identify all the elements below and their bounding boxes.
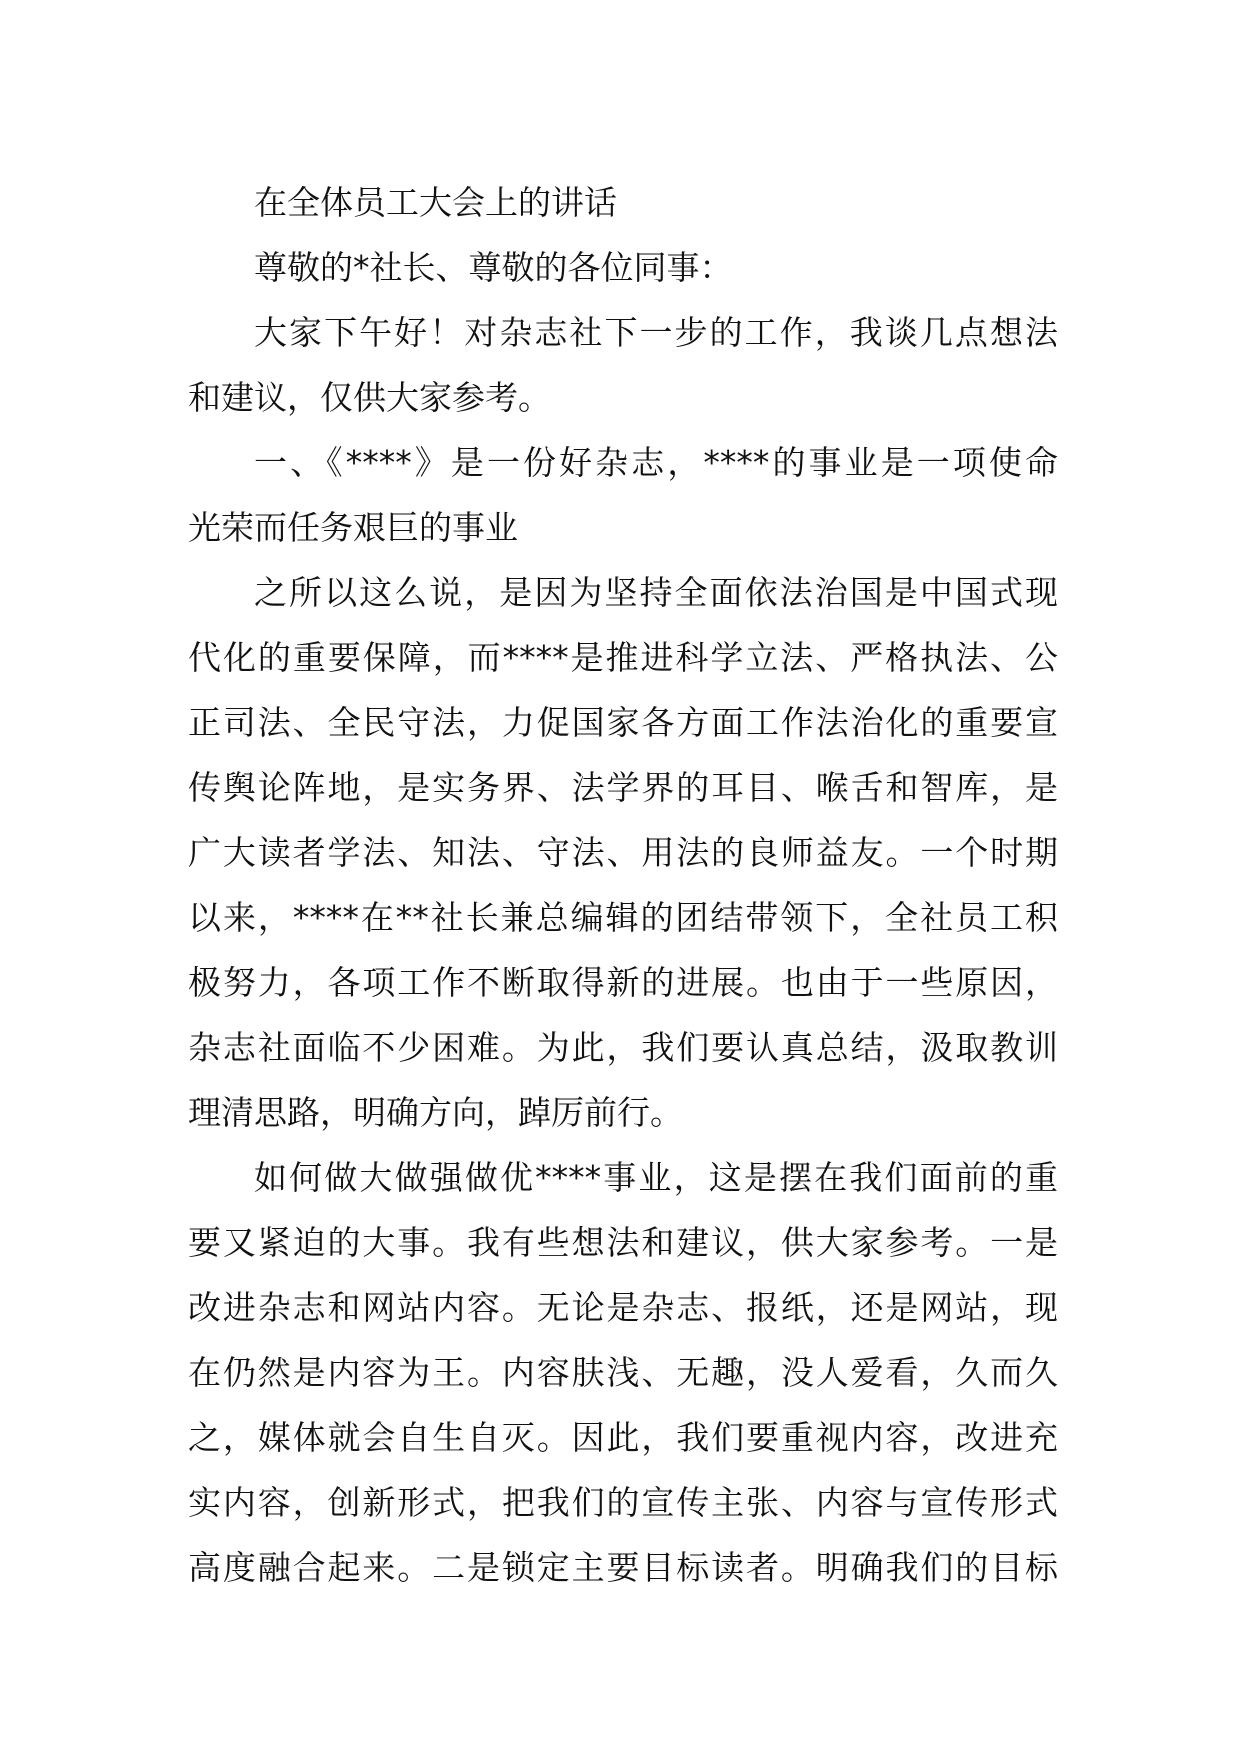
section-heading-line: 光荣而任务艰巨的事业: [188, 508, 518, 547]
paragraph-line: 传舆论阵地，是实务界、法学界的耳目、喉舌和智库，是: [188, 768, 1058, 807]
paragraph-line: 极努力，各项工作不断取得新的进展。也由于一些原因，: [188, 963, 1058, 1002]
paragraph-line: 杂志社面临不少困难。为此，我们要认真总结，汲取教训: [188, 1028, 1058, 1067]
paragraph-line: 之，媒体就会自生自灭。因此，我们要重视内容，改进充: [188, 1418, 1058, 1457]
document-page: [188, 170, 1058, 1600]
paragraph-line: 以来，****在**社长兼总编辑的团结带领下，全社员工积: [188, 898, 1058, 937]
paragraph-line: 实内容，创新形式，把我们的宣传主张、内容与宣传形式: [188, 1483, 1058, 1522]
section-heading-line: 一、《****》是一份好杂志，****的事业是一项使命: [254, 443, 1058, 482]
paragraph-line: 改进杂志和网站内容。无论是杂志、报纸，还是网站，现: [188, 1288, 1058, 1327]
document-title: 在全体员工大会上的讲话: [254, 183, 617, 222]
salutation: 尊敬的*社长、尊敬的各位同事：: [254, 248, 733, 287]
paragraph-line: 正司法、全民守法，力促国家各方面工作法治化的重要宣: [188, 703, 1058, 742]
paragraph-line: 高度融合起来。二是锁定主要目标读者。明确我们的目标: [188, 1548, 1058, 1587]
paragraph-line: 如何做大做强做优****事业，这是摆在我们面前的重: [254, 1158, 1058, 1197]
paragraph-line: 之所以这么说，是因为坚持全面依法治国是中国式现: [254, 573, 1058, 612]
paragraph-line: 大家下午好！对杂志社下一步的工作，我谈几点想法: [254, 313, 1058, 352]
paragraph-line: 广大读者学法、知法、守法、用法的良师益友。一个时期: [188, 833, 1058, 872]
paragraph-line: 代化的重要保障，而****是推进科学立法、严格执法、公: [188, 638, 1058, 677]
paragraph-line: 在仍然是内容为王。内容肤浅、无趣，没人爱看，久而久: [188, 1353, 1058, 1392]
paragraph-line: 要又紧迫的大事。我有些想法和建议，供大家参考。一是: [188, 1223, 1058, 1262]
paragraph-line: 理清思路，明确方向，踔厉前行。: [188, 1093, 683, 1132]
paragraph-line: 和建议，仅供大家参考。: [188, 378, 551, 417]
